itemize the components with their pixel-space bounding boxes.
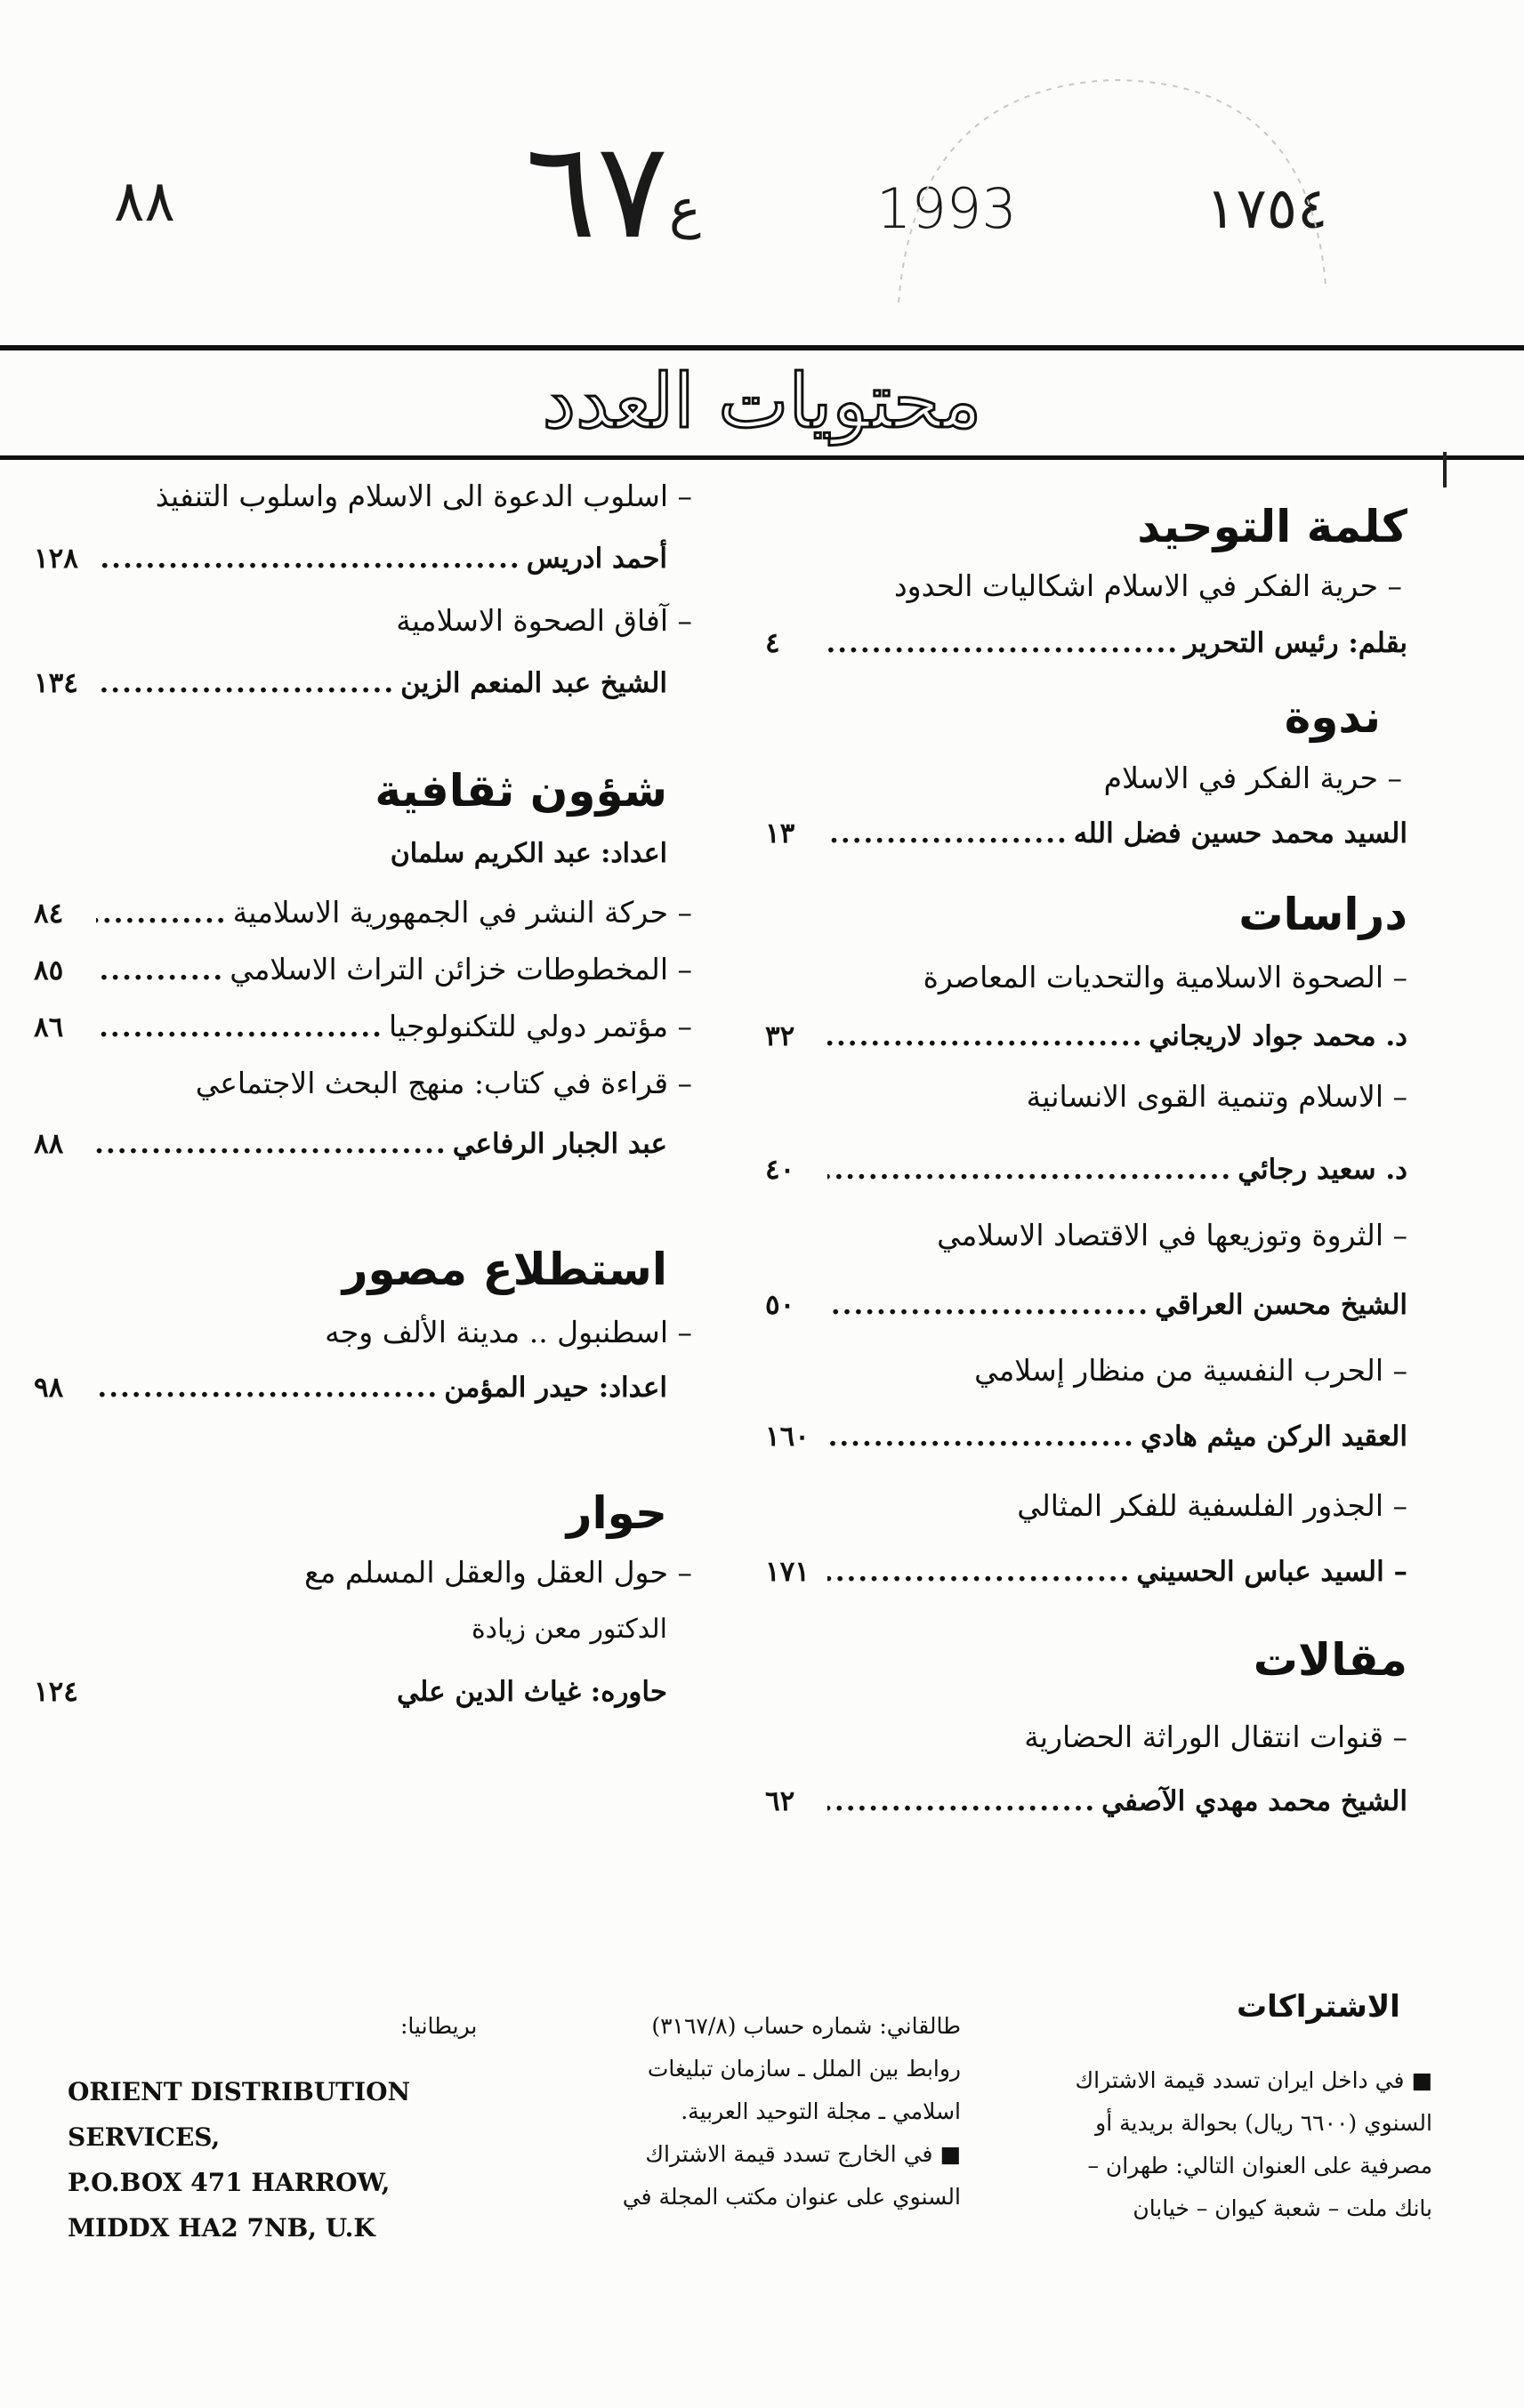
dot-leader bbox=[96, 667, 400, 699]
subs-line: السنوي (٦٦٠٠ ريال) بحوالة بريدية أو bbox=[1095, 2110, 1432, 2136]
dot-leader bbox=[827, 1020, 1149, 1052]
dot-leader bbox=[96, 898, 233, 930]
dot-leader bbox=[827, 1421, 1141, 1453]
subs-line: روابط بين الملل ـ سازمان تبليغات bbox=[647, 2056, 961, 2082]
article-author-row bbox=[765, 1785, 1407, 1844]
article-title: – آفاق الصحوة الاسلامية bbox=[396, 603, 692, 638]
toc-item-row bbox=[34, 895, 692, 952]
article-author-row bbox=[765, 627, 1407, 684]
article-title: – الصحوة الاسلامية والتحديات المعاصرة bbox=[923, 960, 1407, 995]
issue-number: ٦٧ bbox=[525, 114, 669, 269]
subs-line: ■ في داخل ايران تسدد قيمة الاشتراك bbox=[1075, 2067, 1432, 2093]
subs-line: بانك ملت – شعبة كيوان – خيابان bbox=[1133, 2195, 1432, 2221]
top-rule bbox=[0, 345, 1524, 350]
dot-leader bbox=[827, 1785, 1101, 1817]
article-author: السيد محمد حسين فضل الله bbox=[1073, 817, 1407, 850]
toc-item-title: – حركة النشر في الجمهورية الاسلامية bbox=[232, 895, 692, 930]
page-number: ٨٨ bbox=[34, 1128, 64, 1160]
page-number: ١٣ bbox=[765, 817, 795, 850]
article-title: – قراءة في كتاب: منهج البحث الاجتماعي bbox=[195, 1066, 692, 1100]
article-author-row bbox=[34, 1128, 692, 1220]
dot-leader bbox=[827, 1556, 1136, 1588]
dot-leader bbox=[96, 1011, 389, 1043]
section-heading: شؤون ثقافية bbox=[375, 765, 667, 817]
page-number: ٩٨ bbox=[34, 1372, 64, 1404]
article-title: – اسطنبول .. مدينة الألف وجه bbox=[325, 1315, 692, 1349]
article-author: اعداد: حيدر المؤمن bbox=[444, 1372, 667, 1404]
article-author-row bbox=[34, 1372, 692, 1478]
toc-item-row bbox=[34, 952, 692, 1009]
dot-leader bbox=[96, 954, 230, 987]
page-number: ٣٢ bbox=[765, 1020, 795, 1052]
issue-prefix: ع bbox=[669, 178, 701, 240]
page-number: ٨٤ bbox=[34, 898, 64, 930]
subs-line: اسلامي ـ مجلة التوحيد العربية. bbox=[681, 2098, 961, 2124]
article-author-row bbox=[34, 1676, 692, 1733]
code-left: ٨٨ bbox=[114, 169, 175, 235]
article-author: حاوره: غياث الدين علي bbox=[397, 1676, 667, 1708]
subscriptions-col1 bbox=[996, 2059, 1432, 2230]
article-title: – اسلوب الدعوة الى الاسلام واسلوب التنفيذ bbox=[155, 479, 692, 513]
dot-leader bbox=[827, 1154, 1238, 1186]
toc-item-row bbox=[34, 1009, 692, 1066]
article-title: – الاسلام وتنمية القوى الانسانية bbox=[1026, 1079, 1407, 1114]
article-author: العقيد الركن ميثم هادي bbox=[1140, 1421, 1407, 1453]
dot-leader bbox=[96, 1372, 444, 1404]
address-line: ORIENT DISTRIBUTION bbox=[68, 2077, 411, 2106]
dot-leader bbox=[827, 627, 1184, 659]
article-title: – حرية الفكر في الاسلام bbox=[1103, 761, 1402, 795]
article-author: – السيد عباس الحسيني bbox=[1136, 1556, 1407, 1588]
article-author-row bbox=[765, 1421, 1407, 1488]
address-line: SERVICES, bbox=[68, 2122, 221, 2152]
article-author: الشيخ محسن العراقي bbox=[1155, 1289, 1407, 1321]
page-number: ٥٠ bbox=[765, 1289, 795, 1321]
subs-line: السنوي على عنوان مكتب المجلة في bbox=[622, 2184, 961, 2210]
section-editor: اعداد: عبد الكريم سلمان bbox=[390, 838, 667, 869]
page-title: محتويات العدد bbox=[542, 358, 982, 445]
address-line: MIDDX HA2 7NB, U.K bbox=[68, 2213, 375, 2243]
article-author: أحمد ادريس bbox=[526, 543, 667, 575]
dot-leader bbox=[827, 1289, 1155, 1321]
article-title: – حول العقل والعقل المسلم مع bbox=[304, 1555, 692, 1590]
article-title: – قنوات انتقال الوراثة الحضارية bbox=[1024, 1719, 1407, 1754]
britain-label: بريطانيا: bbox=[400, 2013, 478, 2039]
issue-year: 1993 bbox=[876, 176, 1017, 241]
article-author: عبد الجبار الرفاعي bbox=[452, 1128, 667, 1160]
article-author: بقلم: رئيس التحرير bbox=[1184, 627, 1407, 659]
subs-line: مصرفية على العنوان التالي: طهران – bbox=[1087, 2153, 1432, 2178]
subs-line: ■ في الخارج تسدد قيمة الاشتراك bbox=[645, 2141, 961, 2167]
toc-item-title: – المخطوطات خزائن التراث الاسلامي bbox=[230, 952, 692, 987]
section-heading: ندوة bbox=[1284, 691, 1381, 743]
article-author-row bbox=[765, 817, 1407, 876]
library-stamp bbox=[881, 53, 1343, 356]
article-author: الشيخ محمد مهدي الآصفي bbox=[1101, 1785, 1407, 1817]
address-line: P.O.BOX 471 HARROW, bbox=[68, 2168, 391, 2197]
toc-right-column bbox=[765, 494, 1407, 1844]
uk-address bbox=[68, 2069, 410, 2251]
section-heading: كلمة التوحيد bbox=[1137, 501, 1407, 552]
article-title: – الحرب النفسية من منظار إسلامي bbox=[974, 1353, 1407, 1388]
page-number: ٨٦ bbox=[34, 1011, 64, 1043]
page-number: ١٧١ bbox=[765, 1556, 810, 1588]
article-author-row bbox=[765, 1020, 1407, 1079]
article-author-row bbox=[34, 543, 692, 603]
article-title: – الثروة وتوزيعها في الاقتصاد الاسلامي bbox=[937, 1218, 1407, 1252]
article-subtitle: الدكتور معن زيادة bbox=[471, 1614, 667, 1645]
page-number: ٤٠ bbox=[765, 1154, 795, 1186]
section-heading: دراسات bbox=[1238, 889, 1407, 940]
section-heading: حوار bbox=[566, 1487, 667, 1539]
page-number: ١٦٠ bbox=[765, 1421, 810, 1453]
article-author: الشيخ عبد المنعم الزين bbox=[400, 667, 667, 699]
article-author-row bbox=[765, 1154, 1407, 1218]
column-divider bbox=[1443, 452, 1447, 487]
code-right: ١٧٥٤ bbox=[1205, 176, 1328, 242]
article-author: د. محمد جواد لاريجاني bbox=[1149, 1020, 1407, 1052]
subs-line: طالقاني: شماره حساب (٣١٦٧/٨) bbox=[651, 2013, 961, 2039]
page-number: ١٣٤ bbox=[34, 667, 78, 699]
bottom-rule bbox=[0, 455, 1524, 460]
subscriptions-col2 bbox=[534, 2005, 961, 2219]
dot-leader bbox=[96, 543, 527, 575]
dot-leader bbox=[96, 1128, 453, 1160]
section-heading: استطلاع مصور bbox=[342, 1244, 667, 1295]
page-number: ١٢٨ bbox=[34, 543, 78, 575]
toc-left-column bbox=[34, 479, 692, 1733]
article-author: د. سعيد رجائي bbox=[1238, 1154, 1407, 1186]
section-heading: مقالات bbox=[1253, 1634, 1407, 1686]
page-number: ٨٥ bbox=[34, 954, 64, 987]
article-title: – الجذور الفلسفية للفكر المثالي bbox=[1017, 1488, 1407, 1523]
subscriptions-heading: الاشتراكات bbox=[1237, 1989, 1400, 2025]
page-number: ٤ bbox=[765, 627, 780, 659]
article-author-row bbox=[34, 667, 692, 749]
toc-item-title: – مؤتمر دولي للتكنولوجيا bbox=[388, 1009, 692, 1043]
page-number: ١٢٤ bbox=[34, 1676, 78, 1708]
dot-leader bbox=[827, 817, 1074, 850]
article-title: – حرية الفكر في الاسلام اشكاليات الحدود bbox=[893, 568, 1402, 603]
page-number: ٦٢ bbox=[765, 1785, 795, 1817]
article-author-row bbox=[765, 1289, 1407, 1353]
article-author-row bbox=[765, 1556, 1407, 1622]
